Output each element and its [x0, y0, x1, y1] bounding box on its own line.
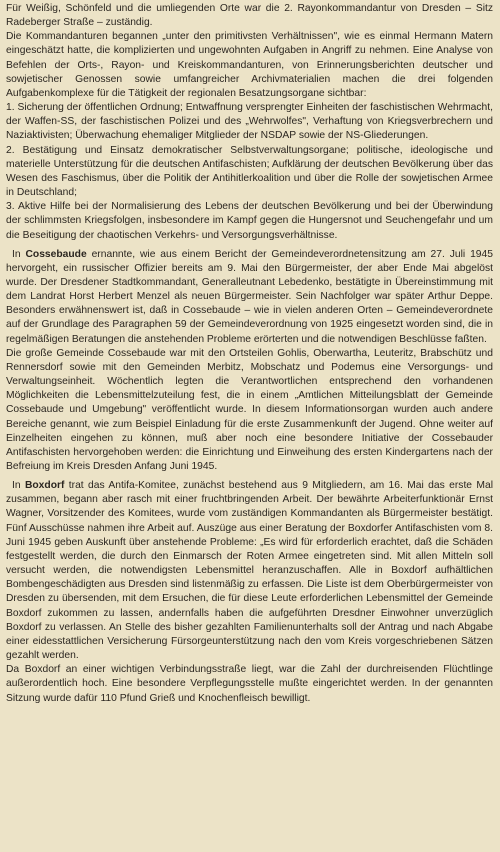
- paragraph-cossebaude-community: Die große Gemeinde Cossebaude war mit den Ortsteilen Gohlis, Oberwartha, Leuteritz, Brabschütz und Rennersdorf sowie mit den Gemeinden Merbitz, Mobschatz und Podemus eine Versorgungs- und Verwaltungseinheit. Wöchentlich legten die Verantwortlichen entsprechend den vorhandenen Möglichkeiten die Lebensmittelzuteilung fest, die in einem „Amtlichen Mitteilungsblatt der Gemeinde Cossebaude und Umgebung" veröffentlicht wurde. In diesem Informationsorgan wurden auch andere Bereiche genannt, wie zum Beispiel Einladung für die erste Zusammenkunft der Jugend. Ohne weiter auf Einzelheiten eingehen zu können, muß aber noch eine besondere Initiative der Cossebauder Antifaschisten hervorgehoben werden: die Einrichtung und Einweihung des ersten Kindergartens nach der Befreiung im Kreis Dresden Anfang Juni 1945.: [6, 347, 493, 472]
- paragraph-boxdorf: [6, 479, 493, 663]
- paragraph-task-2: 2. Bestätigung und Einsatz demokratischer Selbstverwaltungsorgane; politische, ideologische und materielle Unterstützung für die deutschen Antifaschisten; Aufklärung der deutschen Bevölkerung über das Wesen des Faschismus, über die Politik der Antihitlerkoalition und über die Rolle der sowjetischen Armee in Deutschland;: [6, 144, 493, 199]
- paragraph-body: trat das Antifa-Komitee, zunächst bestehend aus 9 Mitgliedern, am 16. Mai das erste Mal zusammen, begann aber rasch mit einer fruchtbringenden Arbeit. Der bewährte Arbeiterfunktionär Ernst Wagner, Vorsitzender des Komitees, wurde vom zuständigen Kommandanten als Bürgermeister bestätigt. Fünf Ausschüsse nahmen ihre Arbeit auf. Auszüge aus einer Beratung der Boxdorfer Antifaschisten vom 8. Juni 1945 geben Auskunft über anstehende Probleme: „Es wird für erforderlich erachtet, daß die Schäden festgestellt werden, die durch den Einmarsch der Roten Armee eingetreten sind. Mit allen Mitteln soll versucht werden, die notwendigsten Lebensmittel heranzuschaffen. Alle in Boxdorf aufhältlichen Bombengeschädigten aus Dresden sind listenmäßig zu erfassen. Die Liste ist dem Oberbürgermeister von Dresden zu übersenden, mit dem Ersuchen, die für diese Leute erforderlichen Lebensmittel der Gemeinde Boxdorf zukommen zu lassen, andernfalls haben die aufgeführten Dresdner Einwohner unverzüglich Boxdorf zu verlassen. An Stelle des bisher gezahlten Familienunterhalts soll der Antrag und nach Abgabe einer eidesstattlichen Versicherung Fürsorgeunterstützung nach den vom Kreis vorgeschriebenen Sätzen gezahlt werden.: [6, 480, 493, 662]
- paragraph-body: ernannte, wie aus einem Bericht der Gemeindeverordnetensitzung am 27. Juli 1945 hervorgeht, ein russischer Offizier bereits am 9. Mai den Bürgermeister, der aber Ende Mai abgelöst wurde. Der Dresdener Stadtkommandant, Generalleutnant Lebedenko, bestätigte in Übereinstimmung mit dem Landrat Horst Herbert Menzel als neuen Bürgermeister. Sein Nachfolger war später Arthur Deppe. Besonders erwähnenswert ist, daß in Cossebaude – wie in vielen anderen Orten – Gemeindeverordnete auf der Grundlage des Paragraphen 59 der Gemeindeverordnung von 1925 eingesetzt worden sind, die in regelmäßigen Beratungen die anstehenden Probleme erörterten und die notwendigen Beschlüsse faßten.: [6, 248, 493, 345]
- paragraph-lead: In: [12, 248, 26, 260]
- paragraph-boxdorf-refugees: Da Boxdorf an einer wichtigen Verbindungsstraße liegt, war die Zahl der durchreisenden Flüchtlinge außerordentlich hoch. Eine besondere Verpflegungsstelle mußte eingerichtet werden. In der genannten Sitzung wurde dafür 110 Pfund Grieß und Knochenfleisch bewilligt.: [6, 664, 493, 704]
- paragraph-task-3: 3. Aktive Hilfe bei der Normalisierung des Lebens der deutschen Bevölkerung und bei der Überwindung der schlimmsten Kriegsfolgen, insbesondere im Kampf gegen die Hungersnot und Seuchengefahr und um die Beseitigung der chaotischen Verkehrs- und Versorgungsverhältnisse.: [6, 201, 493, 241]
- paragraph-lead: In: [12, 480, 25, 492]
- place-name-boxdorf: Boxdorf: [24, 480, 65, 492]
- paragraph-kommandanturen: Die Kommandanturen begannen „unter den primitivsten Verhältnissen", wie es einmal Hermann Matern eingeschätzt hatte, die komplizierten und ungewohnten Aufgaben in Angriff zu nehmen. Eine Analyse von Befehlen der Orts-, Rayon- und Kreiskommandanturen, von Erinnerungsberichten deutscher und sowjetischer Genossen sowie umfangreicher Archivmaterialien machen die drei folgenden Aufgabenkomplexe für die Tätigkeit der regionalen Besatzungsorgane sichtbar:: [6, 31, 493, 99]
- paragraph-intro: Für Weißig, Schönfeld und die umliegenden Orte war die 2. Rayonkommandantur von Dresden – Sitz Radeberger Straße – zuständig.: [6, 3, 493, 29]
- paragraph-task-1: 1. Sicherung der öffentlichen Ordnung; Entwaffnung versprengter Einheiten der faschistischen Wehrmacht, der Waffen-SS, der faschistischen Polizei und des „Wehrwolfes", Verhaftung von Kriegsverbrechern und Naziaktivisten; Überwachung ehemaliger Mitglieder der NSDAP sowie der NS-Gliederungen.: [6, 102, 493, 142]
- place-name-cossebaude: Cossebaude: [25, 248, 87, 260]
- paragraph-cossebaude: [6, 248, 493, 347]
